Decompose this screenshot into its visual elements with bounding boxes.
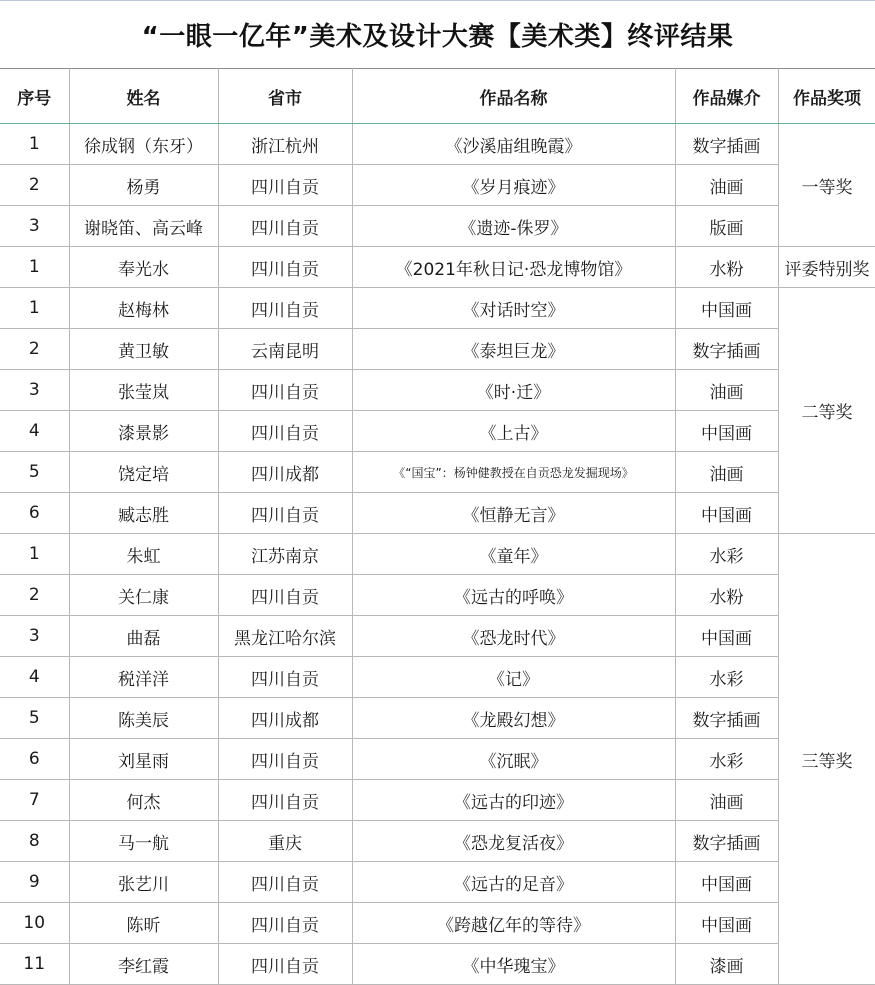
cell-work: 《时·迁》 (352, 370, 675, 411)
cell-media: 版画 (675, 206, 778, 247)
cell-province: 四川自贡 (218, 862, 352, 903)
award-second: 二等奖 (778, 288, 875, 534)
cell-work: 《远古的足音》 (352, 862, 675, 903)
cell-name: 杨勇 (69, 165, 218, 206)
results-table (0, 68, 875, 985)
cell-name: 臧志胜 (69, 493, 218, 534)
award-special: 评委特别奖 (778, 247, 875, 288)
table-row (0, 206, 875, 247)
table-row (0, 165, 875, 206)
cell-name: 赵梅林 (69, 288, 218, 329)
cell-name: 朱虹 (69, 534, 218, 575)
cell-name: 漆景影 (69, 411, 218, 452)
cell-media: 数字插画 (675, 329, 778, 370)
cell-media: 油画 (675, 452, 778, 493)
table-row (0, 329, 875, 370)
cell-province: 云南昆明 (218, 329, 352, 370)
cell-media: 数字插画 (675, 124, 778, 165)
cell-name: 陈美辰 (69, 698, 218, 739)
cell-name: 徐成钢（东牙） (69, 124, 218, 165)
cell-name: 曲磊 (69, 616, 218, 657)
cell-no: 5 (0, 698, 69, 739)
cell-no: 3 (0, 616, 69, 657)
cell-name: 谢晓笛、高云峰 (69, 206, 218, 247)
cell-work: 《童年》 (352, 534, 675, 575)
cell-media: 中国画 (675, 411, 778, 452)
cell-no: 7 (0, 780, 69, 821)
cell-no: 1 (0, 124, 69, 165)
cell-no: 6 (0, 493, 69, 534)
cell-no: 5 (0, 452, 69, 493)
cell-province: 四川自贡 (218, 370, 352, 411)
table-row (0, 780, 875, 821)
cell-media: 数字插画 (675, 698, 778, 739)
cell-work: 《记》 (352, 657, 675, 698)
cell-province: 四川自贡 (218, 411, 352, 452)
cell-work: 《遗迹-侏罗》 (352, 206, 675, 247)
cell-name: 饶定培 (69, 452, 218, 493)
cell-province: 浙江杭州 (218, 124, 352, 165)
cell-work: 《沉眠》 (352, 739, 675, 780)
cell-province: 重庆 (218, 821, 352, 862)
cell-work: 《远古的呼唤》 (352, 575, 675, 616)
cell-name: 何杰 (69, 780, 218, 821)
cell-media: 水彩 (675, 739, 778, 780)
cell-province: 四川自贡 (218, 206, 352, 247)
cell-province: 四川自贡 (218, 493, 352, 534)
cell-media: 中国画 (675, 862, 778, 903)
cell-media: 水彩 (675, 534, 778, 575)
cell-media: 中国画 (675, 288, 778, 329)
cell-no: 9 (0, 862, 69, 903)
cell-no: 3 (0, 206, 69, 247)
header-no: 序号 (0, 69, 69, 124)
table-row (0, 944, 875, 985)
cell-province: 四川自贡 (218, 247, 352, 288)
cell-no: 2 (0, 329, 69, 370)
header-media: 作品媒介 (675, 69, 778, 124)
cell-media: 中国画 (675, 616, 778, 657)
table-row (0, 698, 875, 739)
cell-work: 《2021年秋日记·恐龙博物馆》 (352, 247, 675, 288)
cell-no: 10 (0, 903, 69, 944)
table-row (0, 534, 875, 575)
cell-no: 2 (0, 165, 69, 206)
cell-province: 江苏南京 (218, 534, 352, 575)
cell-work: 《“国宝”：杨钟健教授在自贡恐龙发掘现场》 (352, 452, 675, 493)
cell-name: 关仁康 (69, 575, 218, 616)
cell-no: 11 (0, 944, 69, 985)
cell-media: 油画 (675, 780, 778, 821)
cell-province: 四川自贡 (218, 903, 352, 944)
cell-no: 3 (0, 370, 69, 411)
cell-name: 李红霞 (69, 944, 218, 985)
header-work: 作品名称 (352, 69, 675, 124)
cell-media: 漆画 (675, 944, 778, 985)
cell-work: 《恒静无言》 (352, 493, 675, 534)
table-row (0, 452, 875, 493)
cell-media: 油画 (675, 370, 778, 411)
table-row (0, 821, 875, 862)
cell-name: 张艺川 (69, 862, 218, 903)
cell-province: 四川自贡 (218, 657, 352, 698)
cell-province: 四川自贡 (218, 575, 352, 616)
header-name: 姓名 (69, 69, 218, 124)
cell-name: 陈昕 (69, 903, 218, 944)
cell-province: 四川自贡 (218, 165, 352, 206)
cell-province: 四川自贡 (218, 780, 352, 821)
cell-no: 2 (0, 575, 69, 616)
cell-work: 《对话时空》 (352, 288, 675, 329)
table-row (0, 739, 875, 780)
cell-no: 4 (0, 657, 69, 698)
cell-province: 四川成都 (218, 452, 352, 493)
header-row (0, 69, 875, 124)
table-row (0, 493, 875, 534)
cell-media: 数字插画 (675, 821, 778, 862)
header-award: 作品奖项 (778, 69, 875, 124)
cell-name: 刘星雨 (69, 739, 218, 780)
table-row (0, 370, 875, 411)
cell-province: 四川成都 (218, 698, 352, 739)
cell-name: 张莹岚 (69, 370, 218, 411)
cell-no: 6 (0, 739, 69, 780)
cell-no: 1 (0, 534, 69, 575)
cell-media: 中国画 (675, 493, 778, 534)
award-first: 一等奖 (778, 124, 875, 247)
cell-media: 水粉 (675, 575, 778, 616)
cell-work: 《恐龙时代》 (352, 616, 675, 657)
cell-no: 1 (0, 288, 69, 329)
table-row (0, 247, 875, 288)
cell-name: 奉光水 (69, 247, 218, 288)
cell-name: 税洋洋 (69, 657, 218, 698)
cell-no: 4 (0, 411, 69, 452)
cell-media: 水彩 (675, 657, 778, 698)
cell-no: 1 (0, 247, 69, 288)
table-row (0, 575, 875, 616)
table-row (0, 411, 875, 452)
title-bar (0, 0, 875, 68)
cell-work: 《恐龙复活夜》 (352, 821, 675, 862)
award-third: 三等奖 (778, 534, 875, 985)
header-province: 省市 (218, 69, 352, 124)
table-row (0, 124, 875, 165)
cell-province: 四川自贡 (218, 944, 352, 985)
cell-work: 《中华瑰宝》 (352, 944, 675, 985)
page-title: “一眼一亿年”美术及设计大赛【美术类】终评结果 (141, 22, 734, 52)
table-row (0, 862, 875, 903)
table-row (0, 903, 875, 944)
cell-work: 《跨越亿年的等待》 (352, 903, 675, 944)
cell-name: 马一航 (69, 821, 218, 862)
cell-work: 《龙殿幻想》 (352, 698, 675, 739)
cell-province: 四川自贡 (218, 288, 352, 329)
table-row (0, 616, 875, 657)
cell-media: 中国画 (675, 903, 778, 944)
cell-province: 黑龙江哈尔滨 (218, 616, 352, 657)
table-row (0, 288, 875, 329)
cell-work: 《远古的印迹》 (352, 780, 675, 821)
cell-media: 油画 (675, 165, 778, 206)
cell-no: 8 (0, 821, 69, 862)
cell-province: 四川自贡 (218, 739, 352, 780)
cell-work: 《沙溪庙组晚霞》 (352, 124, 675, 165)
cell-media: 水粉 (675, 247, 778, 288)
cell-name: 黄卫敏 (69, 329, 218, 370)
table-row (0, 657, 875, 698)
cell-work: 《泰坦巨龙》 (352, 329, 675, 370)
cell-work: 《上古》 (352, 411, 675, 452)
cell-work: 《岁月痕迹》 (352, 165, 675, 206)
